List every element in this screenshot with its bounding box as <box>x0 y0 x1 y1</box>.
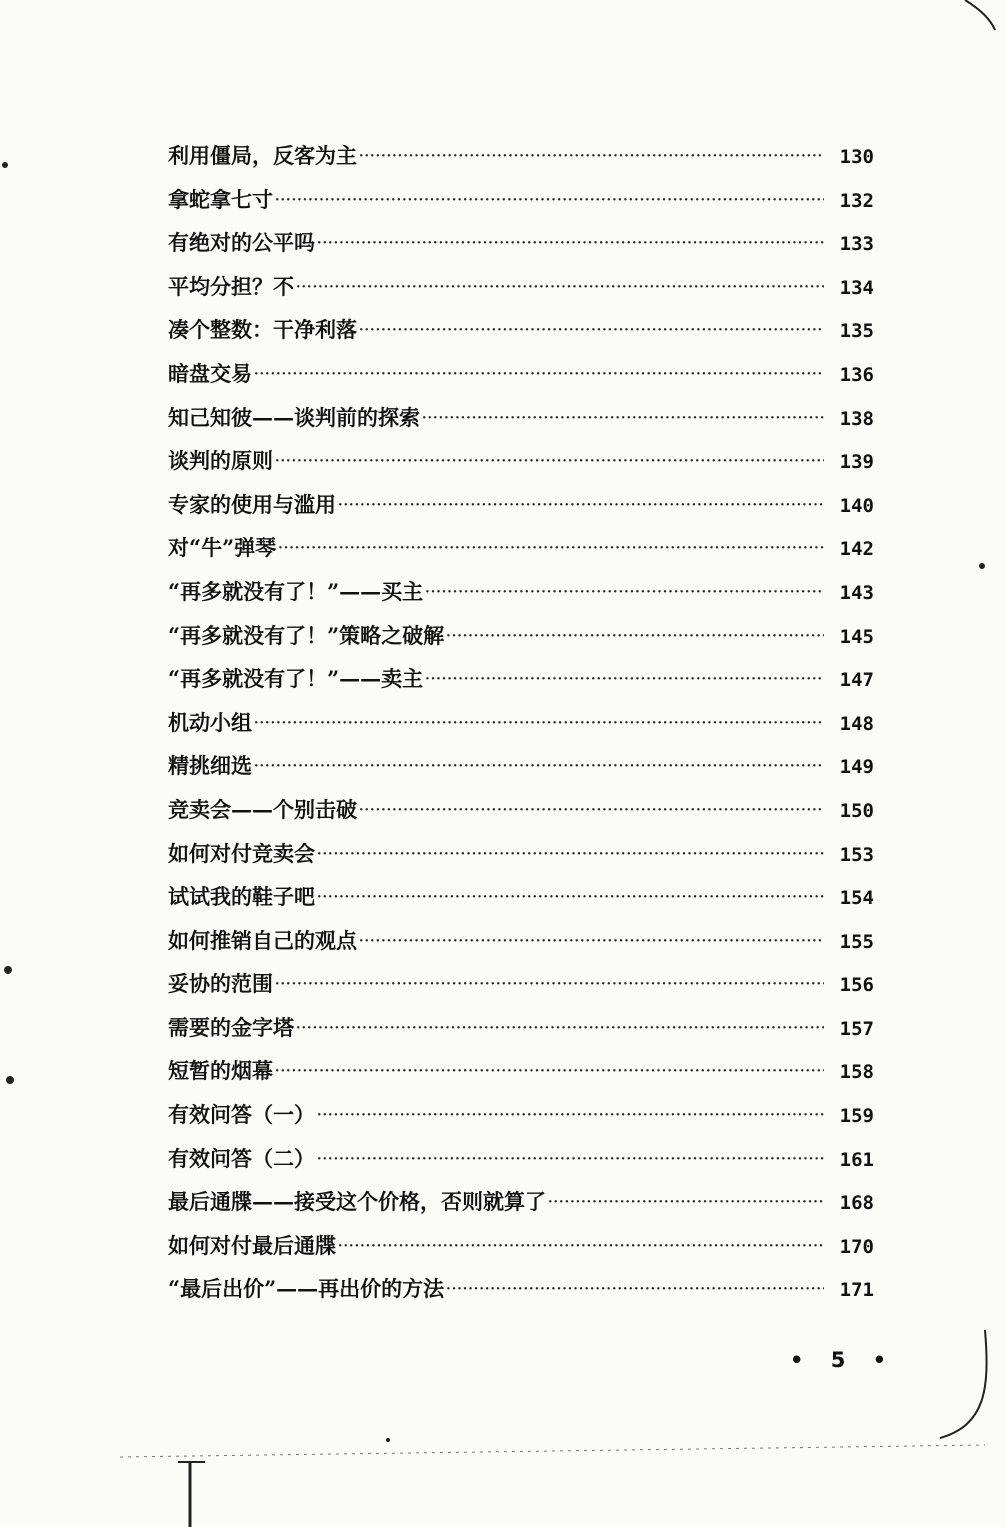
toc-entry-page: 140 <box>839 494 874 517</box>
toc-entry <box>168 184 874 228</box>
toc-entry-title: “再多就没有了！”——卖主 <box>168 666 424 692</box>
toc-entry-title: 凑个整数：干净利落 <box>168 317 357 343</box>
dot-leader <box>317 847 824 862</box>
toc-entry-page: 153 <box>839 843 874 866</box>
page-number: • 5 • <box>790 1348 897 1372</box>
toc-entry-title: 专家的使用与滥用 <box>168 491 336 517</box>
dot-leader <box>446 629 824 644</box>
toc-entry-page: 150 <box>839 799 874 822</box>
toc-entry <box>168 1143 874 1187</box>
toc-entry-page: 143 <box>839 581 874 604</box>
toc-entry <box>168 968 874 1012</box>
toc-entry-title: “最后出价”——再出价的方法 <box>168 1276 445 1302</box>
toc-entry-page: 157 <box>839 1017 874 1040</box>
dot-leader <box>317 890 824 905</box>
dot-leader <box>359 803 824 818</box>
toc-entry-page: 135 <box>839 320 874 343</box>
toc-entry-page: 159 <box>839 1105 874 1128</box>
dot-leader <box>275 977 824 992</box>
toc-entry-title: 暗盘交易 <box>168 360 252 386</box>
dot-leader <box>254 716 824 731</box>
toc-entry-title: 最后通牒——接受这个价格，否则就算了 <box>168 1189 546 1215</box>
toc-entry-page: 134 <box>839 276 874 299</box>
toc-entry <box>168 271 874 315</box>
toc-entry-title: 竞卖会——个别击破 <box>168 796 357 822</box>
toc-entry <box>168 314 874 358</box>
toc-entry <box>168 1230 874 1274</box>
dot-leader <box>359 149 824 164</box>
toc-entry-title: 谈判的原则 <box>168 448 273 474</box>
toc-entry-page: 171 <box>839 1279 874 1302</box>
toc-entry-page: 170 <box>839 1235 874 1258</box>
toc-entry <box>168 227 874 271</box>
dot-leader <box>317 1152 824 1167</box>
toc-entry-page: 161 <box>839 1148 874 1171</box>
toc-entry-page: 155 <box>839 930 874 953</box>
toc-entry <box>168 663 874 707</box>
toc-entry-page: 149 <box>839 756 874 779</box>
toc-entry <box>168 1055 874 1099</box>
toc-entry <box>168 1186 874 1230</box>
toc-entry-title: “再多就没有了！”策略之破解 <box>168 622 445 648</box>
dot-leader <box>446 1282 824 1297</box>
dot-leader <box>296 1021 824 1036</box>
dot-leader <box>359 934 824 949</box>
toc-entry-title: 试试我的鞋子吧 <box>168 884 315 910</box>
toc-entry-page: 148 <box>839 712 874 735</box>
dot-leader <box>275 454 824 469</box>
toc-entry-title: 精挑细选 <box>168 753 252 779</box>
toc-entry <box>168 707 874 751</box>
dot-leader <box>317 1108 824 1123</box>
dot-leader <box>278 541 824 556</box>
dot-leader <box>275 1064 824 1079</box>
toc-entry-page: 156 <box>839 974 874 997</box>
toc-entry <box>168 489 874 533</box>
toc-entry <box>168 140 874 184</box>
toc-entry <box>168 750 874 794</box>
toc-entry-title: 知己知彼——谈判前的探索 <box>168 404 420 430</box>
dot-leader <box>422 411 824 426</box>
toc-entry-title: “再多就没有了！”——买主 <box>168 578 424 604</box>
dot-leader <box>338 498 824 513</box>
dot-leader <box>317 236 824 251</box>
toc-entry-page: 136 <box>839 363 874 386</box>
dot-leader <box>275 193 824 208</box>
toc-entry-page: 158 <box>839 1061 874 1084</box>
toc-entry <box>168 576 874 620</box>
toc-entry <box>168 881 874 925</box>
toc-entry-title: 如何对付最后通牒 <box>168 1232 336 1258</box>
toc-entry-title: 利用僵局，反客为主 <box>168 143 357 168</box>
toc-entry-title: 妥协的范围 <box>168 971 273 997</box>
toc-entry <box>168 794 874 838</box>
dot-leader <box>359 323 824 338</box>
toc-entry-title: 有绝对的公平吗 <box>168 230 315 256</box>
toc-entry <box>168 445 874 489</box>
toc-entry-page: 154 <box>839 887 874 910</box>
toc-entry <box>168 532 874 576</box>
toc-entry-page: 147 <box>839 669 874 692</box>
dot-leader <box>296 280 824 295</box>
toc-entry <box>168 358 874 402</box>
toc-entry-page: 133 <box>839 233 874 256</box>
dot-leader <box>425 672 824 687</box>
toc-entry-page: 139 <box>839 451 874 474</box>
toc-entry-title: 如何推销自己的观点 <box>168 927 357 953</box>
toc-entry-title: 机动小组 <box>168 709 252 735</box>
toc-entry-title: 平均分担？不 <box>168 273 294 299</box>
table-of-contents <box>168 140 874 1317</box>
dot-leader <box>254 759 824 774</box>
toc-entry-page: 138 <box>839 407 874 430</box>
toc-entry-page: 142 <box>839 538 874 561</box>
dot-leader <box>254 367 824 382</box>
toc-entry-title: 有效问答（二） <box>168 1145 315 1171</box>
toc-entry-page: 130 <box>839 146 874 168</box>
toc-entry-title: 短暂的烟幕 <box>168 1058 273 1084</box>
toc-entry-title: 拿蛇拿七寸 <box>168 186 273 212</box>
toc-entry <box>168 925 874 969</box>
dot-leader <box>548 1195 824 1210</box>
toc-entry-title: 如何对付竞卖会 <box>168 840 315 866</box>
dot-leader <box>338 1239 824 1254</box>
toc-entry <box>168 1012 874 1056</box>
toc-entry <box>168 1099 874 1143</box>
toc-entry-page: 168 <box>839 1192 874 1215</box>
toc-entry <box>168 620 874 664</box>
toc-entry <box>168 402 874 446</box>
toc-entry-title: 对“牛”弹琴 <box>168 535 277 561</box>
toc-entry <box>168 1273 874 1317</box>
toc-entry-title: 有效问答（一） <box>168 1102 315 1128</box>
toc-entry-page: 145 <box>839 625 874 648</box>
toc-entry-page: 132 <box>839 189 874 212</box>
dot-leader <box>425 585 824 600</box>
toc-entry-title: 需要的金字塔 <box>168 1014 294 1040</box>
toc-entry <box>168 838 874 882</box>
